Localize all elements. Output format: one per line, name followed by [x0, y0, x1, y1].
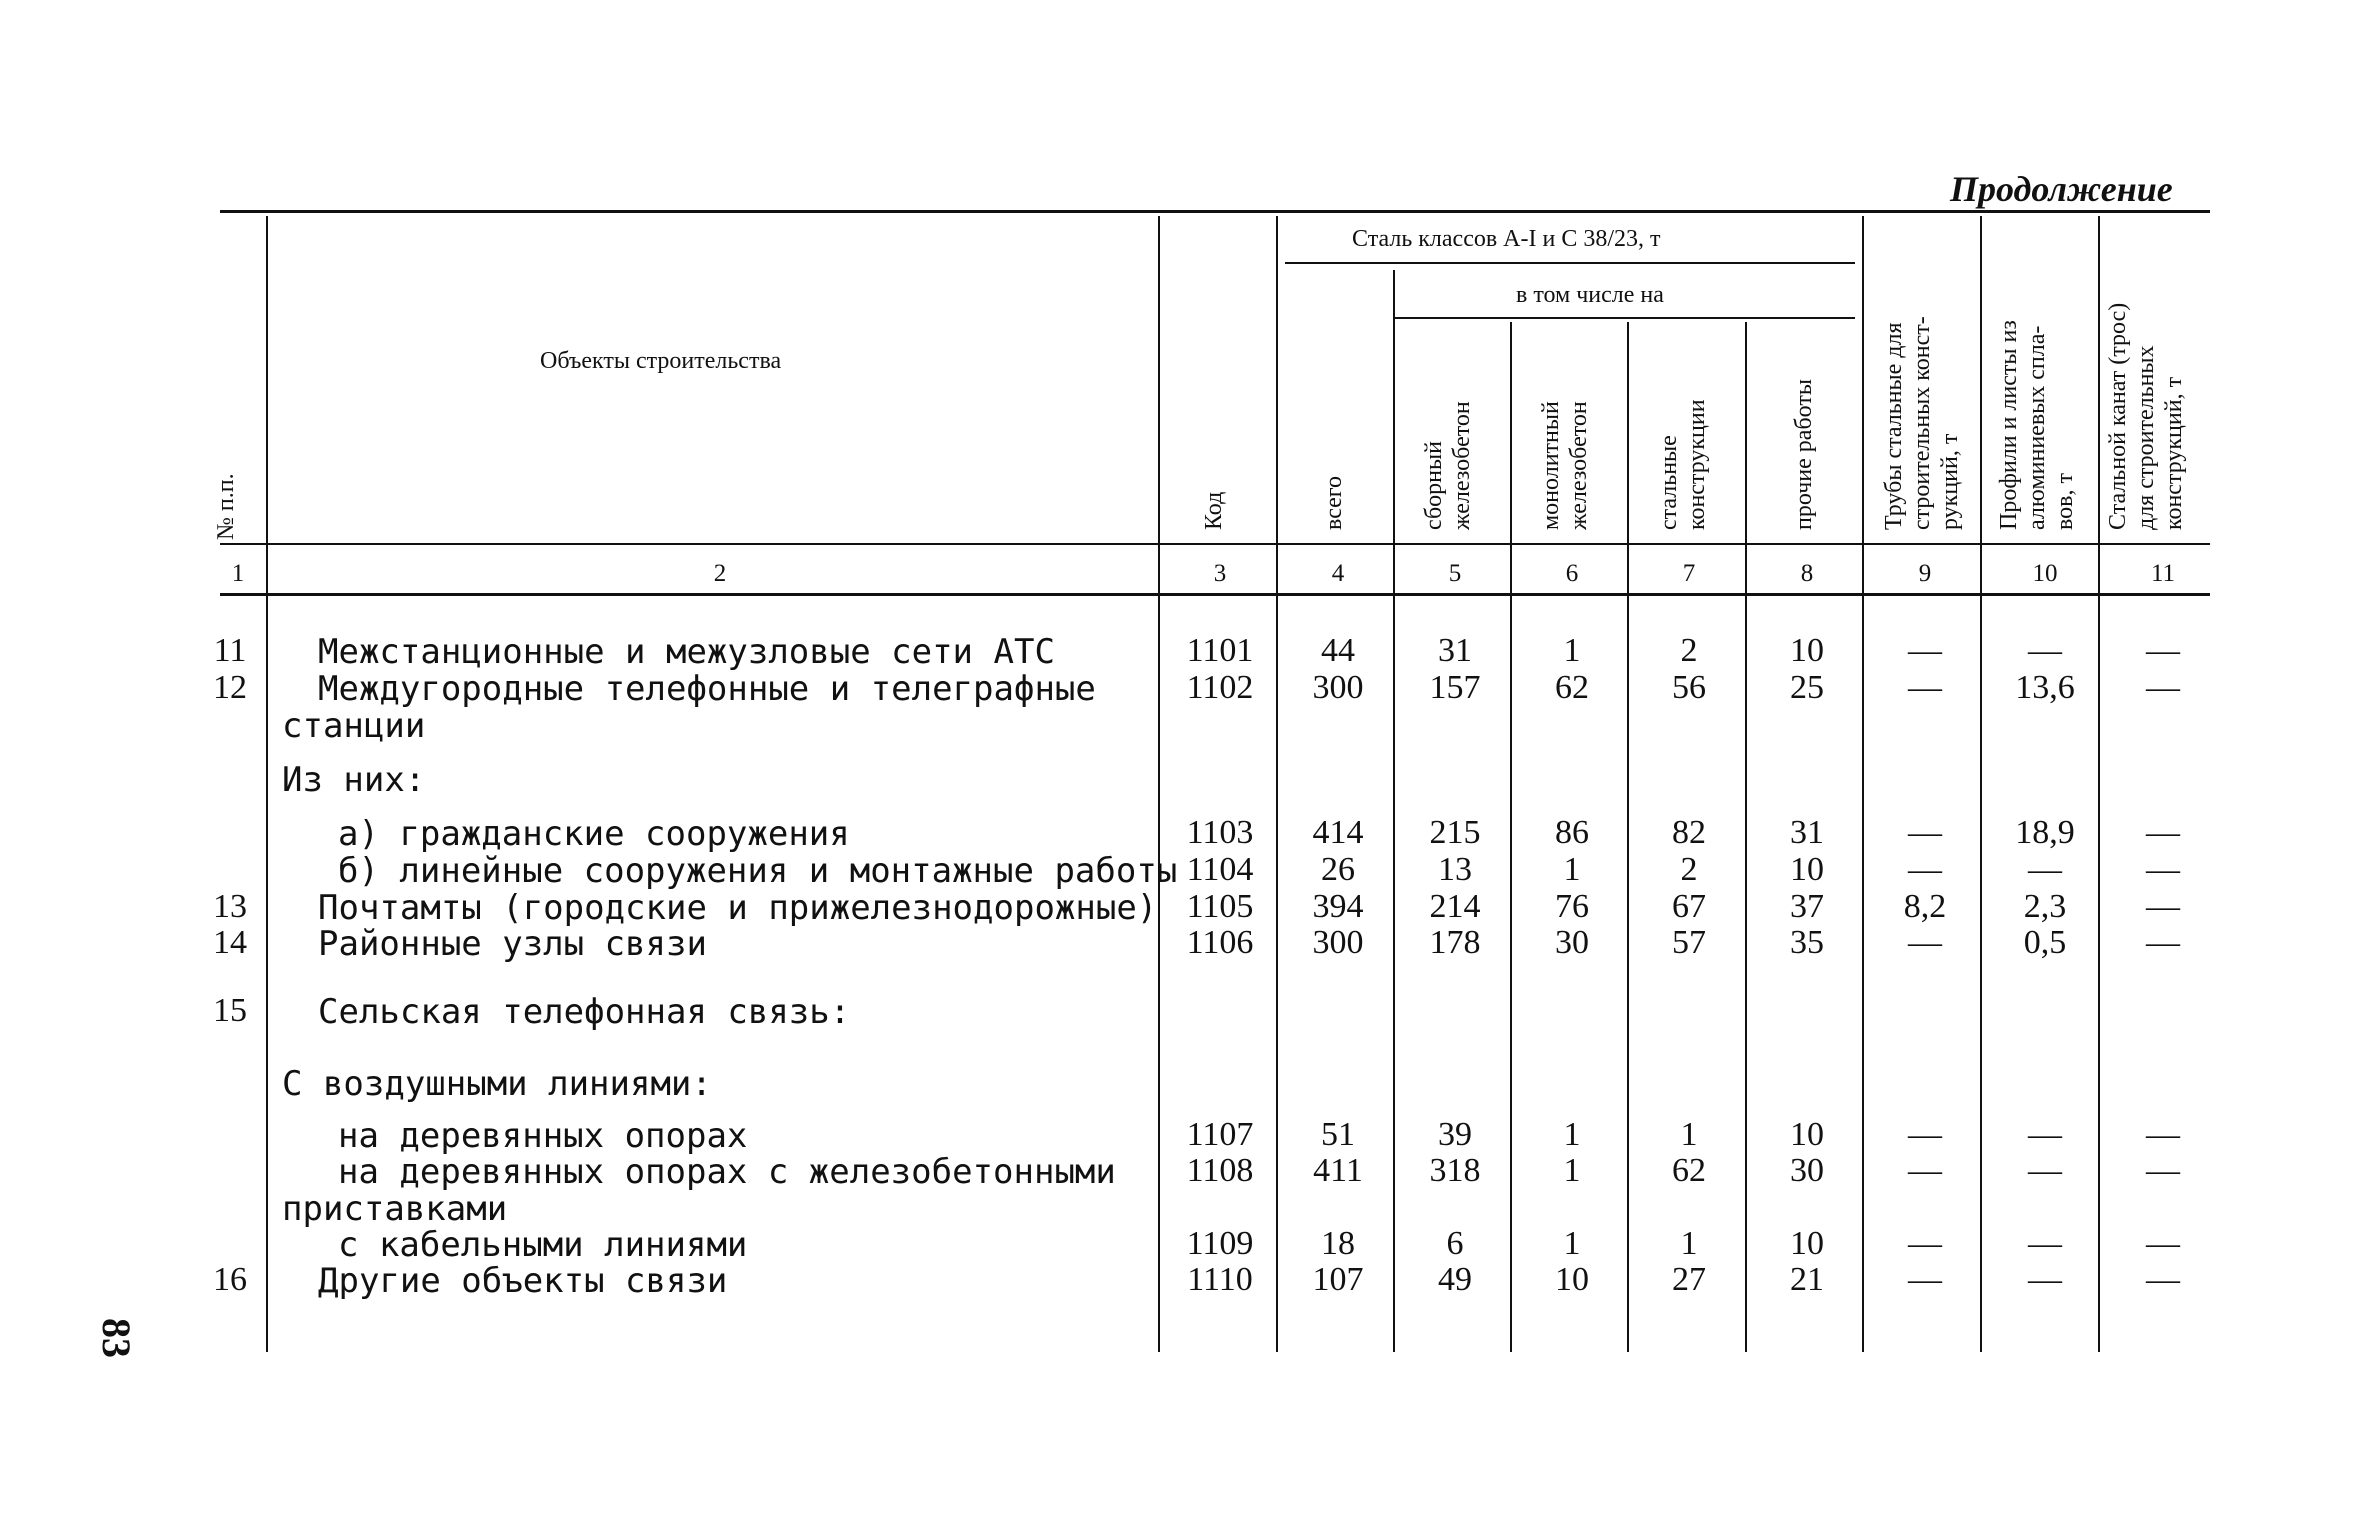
cell-monolithic: 10 [1555, 1261, 1589, 1298]
cell-profiles: — [2028, 1116, 2062, 1153]
section-label: Сельская телефонная связь: [318, 992, 851, 1032]
cell-total: 44 [1321, 632, 1355, 669]
cell-total: 107 [1312, 1261, 1364, 1298]
cell-profiles: — [2028, 1261, 2062, 1298]
cell-precast: 6 [1446, 1225, 1464, 1262]
cell-cable: — [2146, 1152, 2180, 1189]
cell-monolithic: 30 [1555, 924, 1589, 961]
header-cable: Стальной канат (трос) для строительных конструкций, т [2105, 302, 2187, 530]
cell-precast: 178 [1429, 924, 1481, 961]
header-precast: сборный железобетон [1421, 401, 1475, 530]
cell-cable: — [2146, 1116, 2180, 1153]
cell-precast: 318 [1429, 1152, 1481, 1189]
row-number: 16 [213, 1261, 247, 1298]
cell-pipes: — [1908, 814, 1942, 851]
continuation-label: Продолжение [1950, 169, 2173, 209]
cell-code: 1107 [1186, 1116, 1254, 1153]
cell-cable: — [2146, 669, 2180, 706]
object-name-continued: станции [282, 706, 426, 746]
row-number: 13 [213, 888, 247, 925]
cell-steel: 62 [1672, 1152, 1706, 1189]
cell-pipes: — [1908, 669, 1942, 706]
group-label: С воздушными линиями: [282, 1064, 712, 1104]
cell-precast: 215 [1429, 814, 1481, 851]
cell-cable: — [2146, 632, 2180, 669]
column-number: 6 [1565, 560, 1579, 587]
row-number: 15 [213, 992, 247, 1029]
object-name: на деревянных опорах с железобетонными [338, 1152, 1116, 1192]
cell-cable: — [2146, 1225, 2180, 1262]
cell-monolithic: 1 [1563, 1116, 1581, 1153]
cell-other: 10 [1790, 851, 1824, 888]
cell-total: 414 [1312, 814, 1364, 851]
cell-precast: 31 [1438, 632, 1472, 669]
cell-pipes: — [1908, 851, 1942, 888]
object-name: на деревянных опорах [338, 1116, 748, 1156]
cell-cable: — [2146, 924, 2180, 961]
cell-pipes: — [1908, 1116, 1942, 1153]
cell-steel: 67 [1672, 888, 1706, 925]
header-steel-structures: стальные конструкции [1656, 399, 1710, 530]
object-name: Межстанционные и межузловые сети АТС [318, 632, 1055, 672]
column-number: 2 [713, 560, 727, 587]
row-number: 12 [213, 669, 247, 706]
header-objects: Объекты строительства [540, 348, 782, 374]
cell-pipes: — [1908, 1225, 1942, 1262]
cell-pipes: — [1908, 924, 1942, 961]
object-name: Междугородные телефонные и телеграфные [318, 669, 1096, 709]
cell-code: 1105 [1186, 888, 1254, 925]
cell-steel: 82 [1672, 814, 1706, 851]
cell-steel: 57 [1672, 924, 1706, 961]
cell-steel: 27 [1672, 1261, 1706, 1298]
cell-code: 1101 [1186, 632, 1254, 669]
cell-cable: — [2146, 814, 2180, 851]
object-name-continued: приставками [282, 1189, 508, 1229]
cell-other: 21 [1790, 1261, 1824, 1298]
cell-total: 300 [1312, 669, 1364, 706]
cell-monolithic: 1 [1563, 1152, 1581, 1189]
cell-code: 1110 [1187, 1261, 1253, 1298]
cell-other: 37 [1790, 888, 1824, 925]
cell-total: 51 [1321, 1116, 1355, 1153]
cell-total: 18 [1321, 1225, 1355, 1262]
object-name: Другие объекты связи [318, 1261, 728, 1301]
cell-precast: 39 [1438, 1116, 1472, 1153]
object-name: б) линейные сооружения и монтажные работы [338, 851, 1178, 891]
cell-steel: 2 [1680, 632, 1698, 669]
cell-code: 1109 [1186, 1225, 1254, 1262]
cell-code: 1106 [1186, 924, 1254, 961]
column-number: 1 [231, 560, 245, 587]
row-number: 14 [213, 924, 247, 961]
cell-precast: 214 [1429, 888, 1481, 925]
column-number: 7 [1682, 560, 1696, 587]
column-number: 3 [1213, 560, 1227, 587]
cell-monolithic: 76 [1555, 888, 1589, 925]
column-number: 9 [1918, 560, 1932, 587]
cell-cable: — [2146, 851, 2180, 888]
cell-steel: 2 [1680, 851, 1698, 888]
cell-code: 1103 [1186, 814, 1254, 851]
object-name: с кабельными линиями [338, 1225, 748, 1265]
page-number: 83 [94, 1318, 139, 1358]
cell-profiles: — [2028, 1225, 2062, 1262]
column-number: 8 [1800, 560, 1814, 587]
column-number: 4 [1331, 560, 1345, 587]
cell-profiles: 18,9 [2015, 814, 2075, 851]
header-col-num: № п.п. [213, 473, 239, 540]
cell-other: 25 [1790, 669, 1824, 706]
header-other-works: прочие работы [1791, 379, 1817, 530]
cell-code: 1108 [1186, 1152, 1254, 1189]
group-label: Из них: [282, 760, 426, 800]
row-number: 11 [213, 632, 247, 669]
cell-precast: 157 [1429, 669, 1481, 706]
cell-profiles: — [2028, 851, 2062, 888]
cell-cable: — [2146, 1261, 2180, 1298]
header-code: Код [1201, 491, 1227, 530]
cell-total: 411 [1313, 1152, 1363, 1189]
cell-profiles: 13,6 [2015, 669, 2075, 706]
cell-monolithic: 1 [1563, 851, 1581, 888]
cell-pipes: — [1908, 632, 1942, 669]
cell-precast: 13 [1438, 851, 1472, 888]
cell-steel: 1 [1680, 1225, 1698, 1262]
cell-profiles: 2,3 [2023, 888, 2067, 925]
column-number: 10 [2032, 560, 2058, 587]
header-total: всего [1321, 475, 1347, 530]
cell-other: 31 [1790, 814, 1824, 851]
cell-other: 30 [1790, 1152, 1824, 1189]
cell-precast: 49 [1438, 1261, 1472, 1298]
cell-profiles: — [2028, 1152, 2062, 1189]
cell-cable: — [2146, 888, 2180, 925]
cell-other: 10 [1790, 632, 1824, 669]
column-number: 5 [1448, 560, 1462, 587]
cell-profiles: — [2028, 632, 2062, 669]
object-name: а) гражданские сооружения [338, 814, 850, 854]
cell-total: 26 [1321, 851, 1355, 888]
header-steel-group: Сталь классов А-I и С 38/23, т [1352, 226, 1661, 252]
cell-other: 35 [1790, 924, 1824, 961]
object-name: Почтамты (городские и прижелезнодорожные) [318, 888, 1158, 928]
cell-other: 10 [1790, 1116, 1824, 1153]
cell-code: 1104 [1186, 851, 1254, 888]
cell-monolithic: 1 [1563, 1225, 1581, 1262]
cell-total: 394 [1312, 888, 1364, 925]
cell-steel: 56 [1672, 669, 1706, 706]
header-including: в том числе на [1516, 282, 1664, 308]
cell-pipes: — [1908, 1261, 1942, 1298]
cell-other: 10 [1790, 1225, 1824, 1262]
cell-monolithic: 62 [1555, 669, 1589, 706]
object-name: Районные узлы связи [318, 924, 707, 964]
cell-total: 300 [1312, 924, 1364, 961]
cell-steel: 1 [1680, 1116, 1698, 1153]
header-monolithic: монолитный железобетон [1538, 401, 1592, 530]
cell-monolithic: 86 [1555, 814, 1589, 851]
column-number: 11 [2150, 560, 2176, 587]
cell-code: 1102 [1186, 669, 1254, 706]
cell-pipes: — [1908, 1152, 1942, 1189]
cell-pipes: 8,2 [1903, 888, 1947, 925]
header-pipes: Трубы стальные для строительных конст- рукций, т [1881, 316, 1963, 530]
cell-profiles: 0,5 [2023, 924, 2067, 961]
header-profiles: Профили и листы из алюминиевых спла- вов, т [1996, 320, 2078, 530]
cell-monolithic: 1 [1563, 632, 1581, 669]
